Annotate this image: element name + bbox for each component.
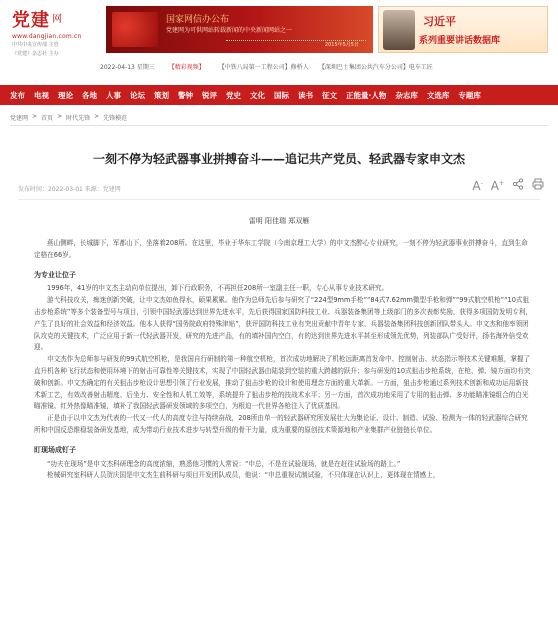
paragraph: 1996年，41岁的申文杰主动向单位提出，卸下行政职务，不再担任208所一室副主任一职，专心从事专业技术研究。 (47, 284, 389, 293)
flag-graphic (112, 12, 158, 47)
banner-text: 党建网为可供网站转载新闻的中央新闻网站之一 (166, 27, 293, 34)
banner-title: 国家网信办公布 (166, 15, 230, 25)
nav-item[interactable]: 警钟 (178, 90, 193, 100)
font-increase-icon[interactable]: A+ (490, 179, 504, 193)
logo-sub-1: 中共中央宣传部 主管 (12, 42, 59, 48)
section-heading: 为专业让位子 (34, 270, 76, 279)
print-icon[interactable] (532, 178, 544, 193)
nav-item[interactable]: 各地 (82, 90, 97, 100)
breadcrumb-item[interactable]: 先锋模范 (103, 115, 128, 122)
breadcrumb-item[interactable]: 党建网 (10, 115, 29, 122)
breadcrumb (10, 113, 127, 122)
nav-item[interactable]: 党史 (226, 90, 241, 100)
info-tag-1[interactable]: 【中铁八局第一工程公司】修桥人 (218, 63, 309, 71)
article-body (34, 238, 534, 482)
article-authors: 雷明 阳佳瑞 郑双雁 (248, 217, 310, 225)
featured-video-link[interactable]: 【精彩视频】 (168, 63, 205, 71)
nav-item[interactable]: 策划 (154, 90, 169, 100)
breadcrumb-separator: > (94, 113, 100, 120)
paragraph: 正是由于以申文杰为代表的一代又一代人的高度专注与持续奋战，208所由单一的轻武器研究所发展壮大为集论证、设计、制造、试验、检测为一体的轻武器综合研究所和中国反恐维稳装备研发基地，成为带动行业技术进步与转型升级的骨干力量，成为重要的原创技术策源地和产业集群产业链链长单位。 (34, 414, 528, 434)
logo-url: www.dangjian.com.cn (12, 33, 82, 40)
nav-item[interactable]: 读书 (298, 90, 313, 100)
logo-sub-2: 《党建》杂志社 主办 (12, 51, 59, 57)
portrait-image (383, 10, 415, 50)
font-decrease-icon[interactable]: A- (472, 179, 483, 193)
article-meta: 发布时间：2022-03-01 来源：党建网 (18, 186, 121, 193)
nav-item[interactable]: 论坛 (130, 90, 145, 100)
share-icon[interactable] (512, 178, 524, 193)
nav-item[interactable]: 专题库 (458, 90, 481, 100)
banner2-subtitle: 系列重要讲话数据库 (419, 36, 501, 46)
main-nav (0, 85, 558, 105)
logo-wang-text: 网 (52, 14, 62, 26)
info-bar (100, 60, 552, 72)
nav-item[interactable]: 人事 (106, 90, 121, 100)
breadcrumb-separator: > (57, 113, 63, 120)
nav-item[interactable]: 杂志库 (395, 90, 418, 100)
paragraph: “功夫在现场”是申文杰科研理念的高度浓缩，熟悉他习惯的人常说：“申总，不是在试验现场，就是在赶往试验场的路上。” (47, 459, 401, 468)
divider (18, 199, 540, 200)
paragraph: 申文杰作为总师参与研发的99式航空机枪，是我国自行研制的第一种航空机枪，首次成功地解决了机枪远距离首发命中、控制射击、状态指示等技术关键难题，掌握了直升机各种飞行状态和使用环境下的射击可靠性等关键技术，实现了中国轻武器由陆装到空装的重大跨越的跃升；参与研发的10式狙击步枪系统，在枪、弹、镜方面均有突破和创新。申文杰确定的有关狙击步枪设计思想引领了行业发展，推动了狙击步枪的设计和使用理念方面的重大革新。一方面，狙击步枪通过系列技术创新和成功运用新技术新工艺，有效改善射击精度、后坐力、安全性和人机工效等，系统提升了狙击步枪的技战术水平；另一方面，首次成功地采用了专用的狙击弹、多功能瞄准镜组合的白光瞄准镜、红外热像瞄准镜，填补了我国轻武器研发领域的多项空白，为根迫一代世界各枪注入了优质基因。 (34, 355, 531, 411)
logo-main-text: 党建 (12, 10, 50, 31)
article-tools (464, 177, 544, 193)
nav-item[interactable]: 文选库 (426, 90, 450, 100)
nav-item[interactable]: 国际 (274, 90, 289, 100)
info-tag-2[interactable]: 【深圳巴士集团公共汽车分公司】电车工匠 (318, 63, 433, 71)
banner-date: 2015年5月5日 (324, 42, 359, 48)
breadcrumb-item[interactable]: 时代先锋 (66, 115, 91, 122)
banner2-name: 习近平 (423, 15, 456, 28)
divider (10, 125, 548, 126)
breadcrumb-separator: > (32, 113, 38, 120)
nav-item[interactable]: 理论 (58, 90, 73, 100)
breadcrumb-item[interactable]: 首页 (41, 115, 54, 122)
current-date: 2022-04-13 星期三 (100, 63, 155, 71)
nav-item[interactable]: 文化 (250, 90, 265, 100)
nav-item[interactable]: 锐评 (202, 90, 217, 100)
nav-item[interactable]: 电视 (34, 90, 49, 100)
nav-item[interactable]: 正能量·人物 (346, 90, 387, 100)
nav-item[interactable]: 发布 (10, 90, 25, 100)
nav-item[interactable]: 征文 (322, 90, 337, 100)
site-logo[interactable] (12, 6, 92, 57)
speech-database-banner[interactable] (378, 6, 548, 53)
paragraph: 游弋科技攻关，痴迷创新突破，让申文杰如鱼得水，硕果累累。他作为总师先后参与研究了“224型9mm手枪”“84式7.62mm微型手枪和弹”“99式航空机枪”“10式狙击步枪系统”等多个装备型号与项目，引领中国轻武器达到世界先进水平，先后获得国家国防科技工业、兵器装备集团等上级部门的多次表彰奖励，获得多项国防发明专利，产生了良好的社会效益和经济效益。他本人获得“国务院政府特殊津贴”，获评国防科技工业有突出贡献中青年专家、兵器装备集团科技创新团队带头人。申文杰和他率领团队攻克的关键技术，广泛应用于新一代轻武器开发，研究的先进产品，有的填补国内空白，有的达到世界先进水平甚至形成领先优势，列装部队广受好评，扬名海外倍受欢迎。 (34, 296, 532, 352)
paragraph: 枪械研究室科研人员贺庆国是申文杰生前科研与项目开发团队成员，他说：“申总重视试制试验，不只体现在认识上，更体现在情感上， (47, 471, 440, 480)
section-heading: 盯现场成钉子 (34, 445, 76, 454)
lead-paragraph: 燕山侧畔，长城脚下，军都山下，坐落着208所。在这里，毕业于华东工学院（今南京理工大学）的申文杰醉心专业研究，一刻不停为轻武器事业拼搏奋斗，直到生命定格在66岁。 (34, 239, 528, 259)
article-title: 一刻不停为轻武器事业拼搏奋斗——追记共产党员、轻武器专家申文杰 (92, 152, 465, 166)
announcement-banner[interactable] (106, 6, 373, 53)
